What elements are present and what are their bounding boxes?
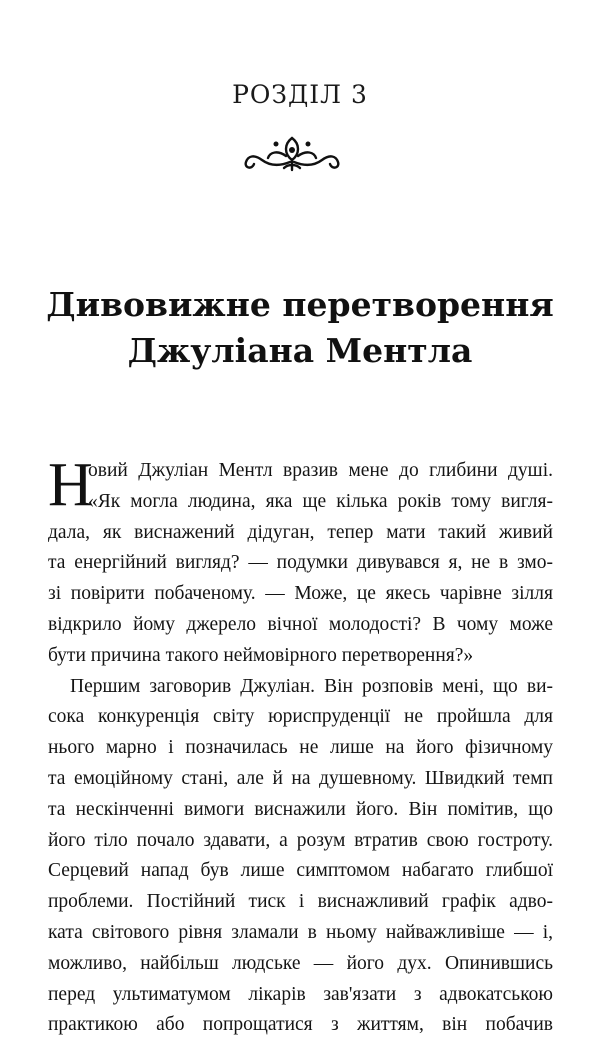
text-line: Серцевий напад був лише симптомом набагато глибшої <box>48 860 553 882</box>
text-line: та емоційному стані, але й на душевному. Швидкий темп <box>48 767 553 789</box>
body-text <box>48 451 553 1041</box>
text-line: Першим заговорив Джуліан. Він розповів мені, що ви- <box>70 675 553 697</box>
drop-cap: Н <box>48 451 93 519</box>
text-line: відкрило йому джерело вічної молодості? В чому може <box>48 613 553 635</box>
text-line: можливо, найбільш людське — його дух. Опинившись <box>48 952 553 974</box>
text-line: та енергійний вигляд? — подумки дивувався я, не в змо- <box>48 552 553 574</box>
text-line: нього марно і позначилась не лише на його фізичному <box>48 737 553 759</box>
text-line: та нескінченні вимоги виснажили його. Він помітив, що <box>48 798 553 820</box>
chapter-title-line-1: Дивовижне перетворення <box>46 285 554 324</box>
text-line: «Як могла людина, яка ще кілька років тому вигля- <box>88 490 553 512</box>
floral-ornament-icon <box>240 132 344 176</box>
text-line: дала, як виснажений дідуган, тепер мати такий живий <box>48 521 553 543</box>
text-line: перед ультиматумом лікарів зав'язати з адвокатською <box>48 983 553 1005</box>
text-line: бути причина такого неймовірного перетворення?» <box>48 644 474 666</box>
text-line: ката світового рівня зламали в ньому найважливіше — і, <box>48 921 553 943</box>
text-line: овий Джуліан Ментл вразив мене до глибини душі. <box>88 460 553 481</box>
text-line: сока конкуренція світу юриспруденції не пройшла для <box>48 706 553 728</box>
text-line: практикою або попрощатися з життям, він побачив <box>48 1014 553 1036</box>
chapter-title-line-2: Джуліана Ментла <box>127 331 473 370</box>
text-line: його тіло почало здавати, а розум втратив свою гостроту. <box>48 829 553 851</box>
text-line: проблеми. Постійний тиск і виснажливий графік адво- <box>48 891 553 913</box>
text-line: зі повірити побаченому. — Може, це якесь чарівне зілля <box>48 583 553 605</box>
chapter-label: РОЗДІЛ 3 <box>232 80 368 109</box>
chapter-title <box>0 282 600 374</box>
